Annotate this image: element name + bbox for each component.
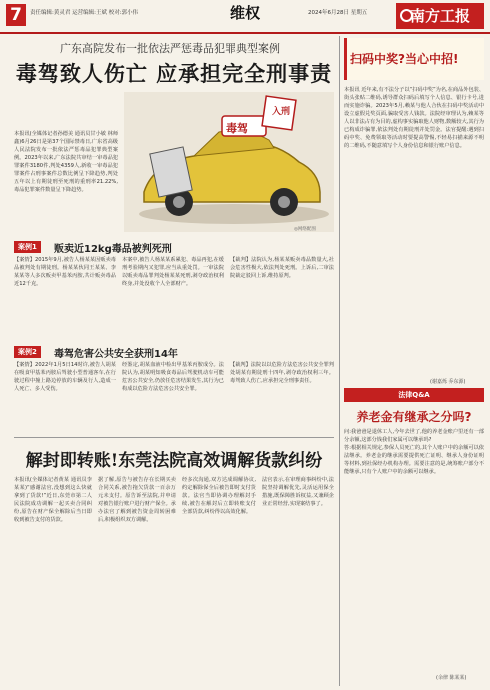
bottom-col4: 法官表示,在审理商事纠纷中,法院坚持调解优先,灵活运用保全措施,既保障胜诉权益,又兼顾企业正常经营,实现案结事了。 [262, 477, 334, 507]
qa-byline: (余律 陈某某) [436, 675, 467, 681]
case2-col3: 【裁判】法院以以危险方法危害公共安全罪判处胡某有期徒刑十四年,剥夺政治权利三年。毒驾致人伤亡,应承担完全刑事责任。 [230, 362, 334, 384]
bottom-headline: 解封即转账!东莞法院高效调解货款纠纷 [25, 451, 323, 471]
divider [14, 437, 334, 438]
editor-credits: 责任编辑:黄灵君 运营编辑:王斌 校对:郭小伟 [30, 10, 139, 16]
case1-col3: 【裁判】法院认为,杨某某贩卖毒品数量大,社会危害性极大,依法判处死刑。上诉后,二审法院裁定驳回上诉,维持原判。 [230, 257, 334, 279]
right-body: 本报讯 近年来,有不法分子以“扫码中奖”为名,在商品外包装、街头张贴二维码,诱导群众扫码后填写个人信息、银行卡号,进而实施诈骗。2023年5月,赖某与他人合伙在扫码中奖活动中设立虚假兑奖页面,骗取受害人钱款。法院经审理认为,赖某等人以非法占有为目的,虚构事实骗取他人财物,数额较大,其行为已构成诈骗罪,依法判处有期徒刑并处罚金。法官提醒:遇到扫码中奖、免费领取等活动时要提高警惕,不轻易扫描来源不明的二维码,不随意填写个人身份信息和银行账户信息。 [344, 87, 484, 149]
page-number: 7 [6, 4, 26, 26]
case1-col2: 本案中,被告人杨某某系累犯、毒品再犯,在缓刑考验期内又犯罪,应当从重处罚。一审法院以贩卖毒品罪判处杨某某死刑,剥夺政治权利终身,并处没收个人全部财产。 [122, 257, 224, 287]
right-byline: (谢嘉烁 乔东源) [430, 379, 466, 385]
qa-title: 养老金有继承之分吗? [356, 410, 472, 424]
case1-tag: 案例1 [14, 241, 41, 253]
case1-col1: 【案情】2015年9月,被告人杨某某因贩卖毒品被判处有期徒刑。杨某某伙同王某某、李某某等人多次贩卖甲基苯丙胺,共计贩卖毒品近12千克。 [14, 257, 116, 287]
drunk-drive-illustration [124, 92, 334, 232]
column-divider [339, 36, 340, 686]
lead-paragraph: 本报讯(全媒体记者孙德美 通讯员甘小敏 林师鑫)6月26日是第37个国际禁毒日,广东省高级人民法院发布一批依法严惩毒品犯罪典型案例。2023年以来,广东法院共审结一审毒品犯罪案件3180件,判处4359人,新收一审毒品犯罪案件占刑事案件总数比例呈下降趋势,判处五年以上有期徒刑至死刑的重刑率21.22%,毒品犯罪案件数量呈下降趋势。 [14, 131, 118, 193]
case2-col1: 【案情】2022年1月5日14时许,被告人胡某在吸食甲基苯丙胺后驾驶小型普通客车,在行驶过程中撞上路边停放的车辆及行人,造成一人死亡、多人受伤。 [14, 362, 116, 392]
kicker-subtitle: 广东高院发布一批依法严惩毒品犯罪典型案例 [60, 42, 280, 55]
sign-right-text: 入刑 [271, 107, 290, 117]
newspaper-logo: 南方工报 [396, 3, 484, 29]
masthead [0, 0, 490, 34]
issue-date: 2024年6月28日 星期五 [308, 10, 368, 16]
case1-title: 贩卖近12kg毒品被判死刑 [54, 244, 172, 255]
case2-tag: 案例2 [14, 346, 41, 358]
right-headline: 扫码中奖?当心中招! [350, 52, 459, 66]
sun-icon [400, 9, 413, 22]
car-illustration [124, 92, 334, 232]
case2-col2: 经鉴定,胡某血液中检出甲基苯丙胺成分。法院认为,胡某明知吸食毒品后驾驶机动车可能危害公共安全,仍放任危害结果发生,其行为已构成以危险方法危害公共安全罪。 [122, 362, 224, 392]
bottom-col1: 本报讯(全媒体记者黄某 通讯员李某某)“感谢法官,没想到这么快就拿到了货款!”近日,东莞市第二人民法院成功调解一起买卖合同纠纷,原告在财产保全解除后当日即收到被告支付的货款。 [14, 477, 92, 523]
qa-banner: 法律Q&A [344, 388, 484, 402]
bottom-col2: 据了解,原告与被告存在长期买卖合同关系,被告拖欠货款一百余万元未支付。原告诉至法院,并申请对被告银行账户进行财产保全。承办法官了解到被告资金周转困难后,积极组织双方调解。 [98, 477, 176, 523]
sign-left-text: 毒驾 [226, 122, 248, 135]
qa-body: 问:我爸爸是退休工人,今年去世了,他的养老金账户里还有一部分余额,这部分钱我们家属可以继承吗? 答:根据相关规定,参保人员死亡的,其个人账户中的余额可以依法继承。养老金的继承需要提供死亡证明、继承人身份证明等材料,到社保经办机构办理。需要注意的是,统筹账户部分不能继承,只有个人账户中的余额可以继承。 [344, 429, 484, 475]
case2-title: 毒驾危害公共安全获刑14年 [54, 349, 178, 360]
main-headline: 毒驾致人伤亡 应承担完全刑事责 [15, 61, 333, 86]
section-title: 维权 [230, 4, 261, 22]
bottom-col3: 经多次沟通,双方达成调解协议,约定解除保全后被告即时支付货款。法官当即协调办理解封手续,被告在解封后立即转账支付全部货款,纠纷得以高效化解。 [182, 477, 256, 515]
photo-caption: ◎网络配图 [294, 227, 316, 232]
